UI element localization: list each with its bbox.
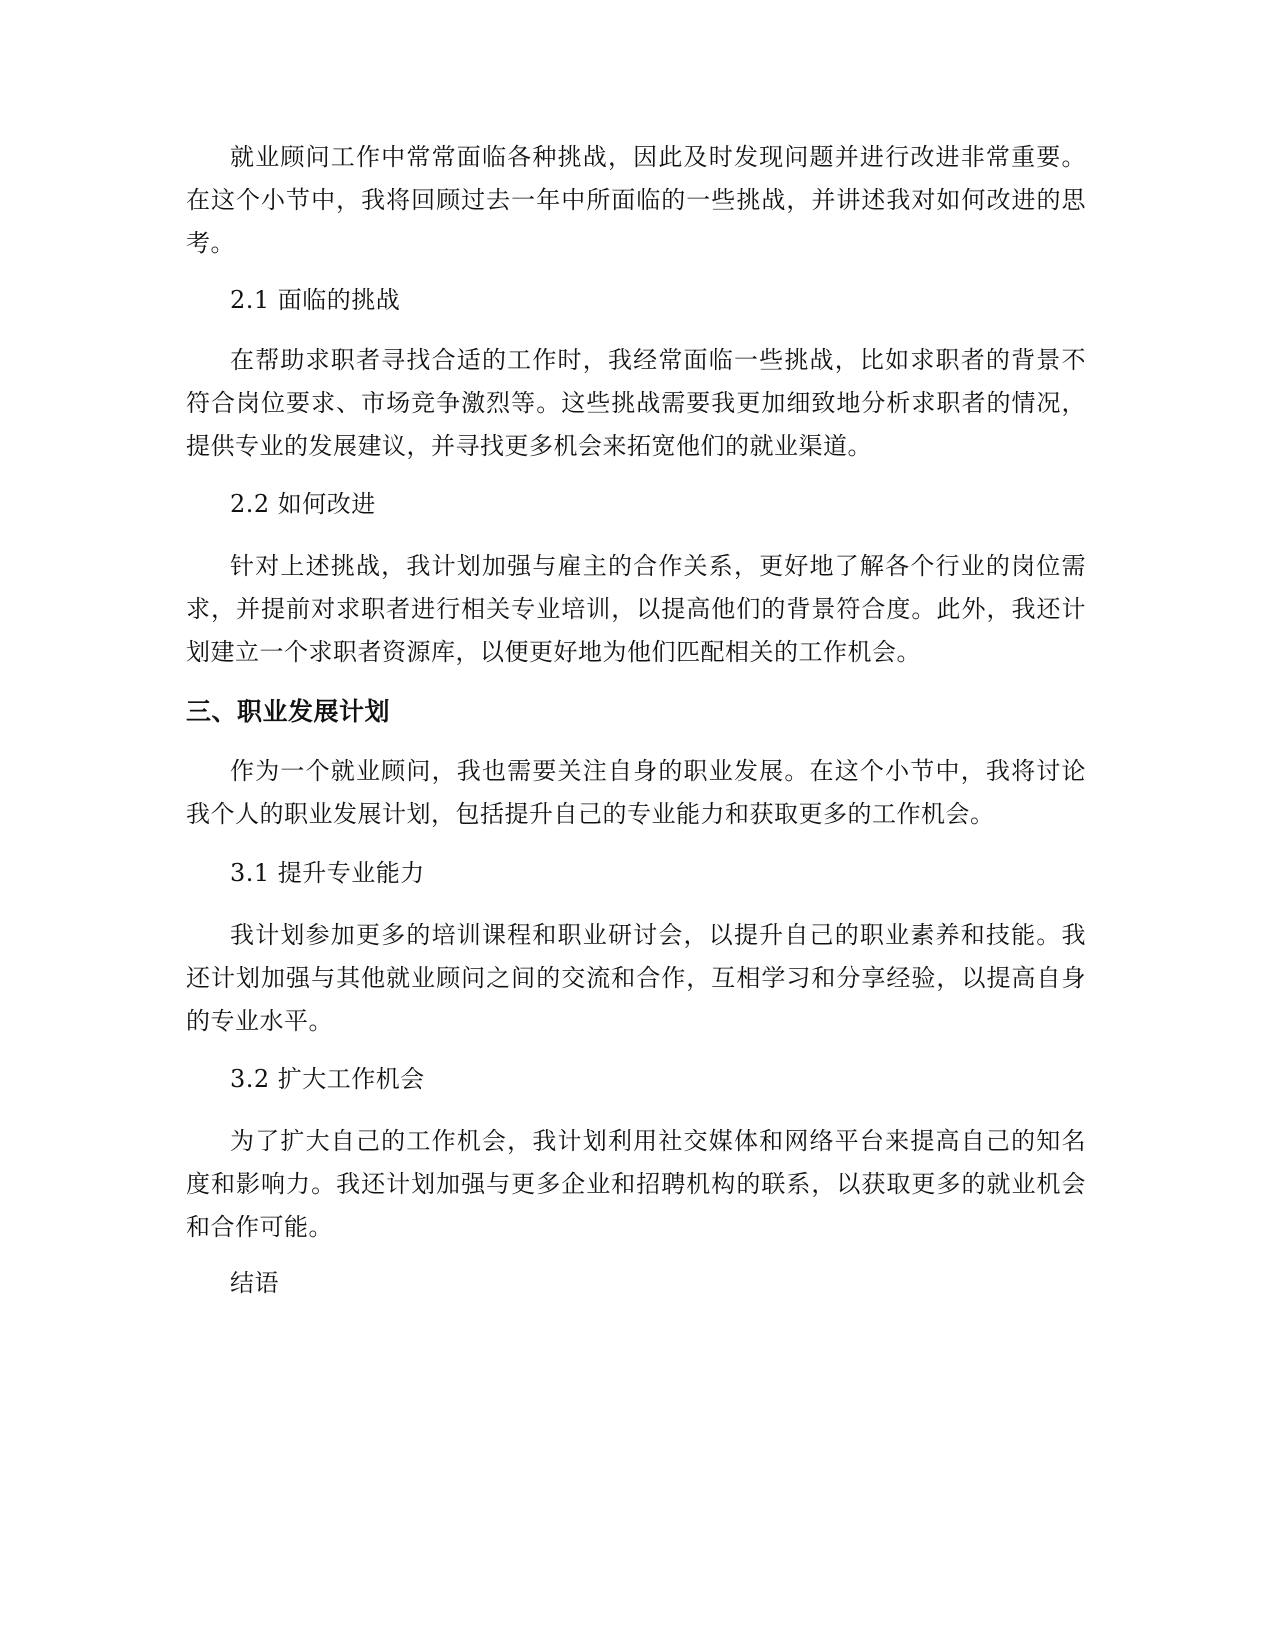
- subheading-3-2: 3.2 扩大工作机会: [230, 1065, 425, 1093]
- intro-paragraph: 就业顾问工作中常常面临各种挑战，因此及时发现问题并进行改进非常重要。在这个小节中，我将回顾过去一年中所面临的一些挑战，并讲述我对如何改进的思考。: [186, 143, 1086, 257]
- paragraph-3-2: 为了扩大自己的工作机会，我计划利用社交媒体和网络平台来提高自己的知名度和影响力。我还计划加强与更多企业和招聘机构的联系，以获取更多的就业机会和合作可能。: [186, 1127, 1086, 1241]
- section-title-3: 三、职业发展计划: [186, 697, 391, 726]
- paragraph-2-1: 在帮助求职者寻找合适的工作时，我经常面临一些挑战，比如求职者的背景不符合岗位要求、市场竞争激烈等。这些挑战需要我更加细致地分析求职者的情况，提供专业的发展建议，并寻找更多机会来拓宽他们的就业渠道。: [186, 346, 1086, 460]
- paragraph-3-intro: 作为一个就业顾问，我也需要关注自身的职业发展。在这个小节中，我将讨论我个人的职业发展计划，包括提升自己的专业能力和获取更多的工作机会。: [186, 757, 1086, 828]
- subheading-2-1: 2.1 面临的挑战: [230, 286, 401, 314]
- subheading-2-2: 2.2 如何改进: [230, 490, 376, 518]
- paragraph-3-1: 我计划参加更多的培训课程和职业研讨会，以提升自己的职业素养和技能。我还计划加强与其他就业顾问之间的交流和合作，互相学习和分享经验，以提高自身的专业水平。: [186, 921, 1086, 1035]
- conclusion-heading: 结语: [230, 1269, 279, 1297]
- subheading-3-1: 3.1 提升专业能力: [230, 859, 425, 887]
- paragraph-2-2: 针对上述挑战，我计划加强与雇主的合作关系，更好地了解各个行业的岗位需求，并提前对求职者进行相关专业培训，以提高他们的背景符合度。此外，我还计划建立一个求职者资源库，以便更好地为他们匹配相关的工作机会。: [186, 552, 1086, 666]
